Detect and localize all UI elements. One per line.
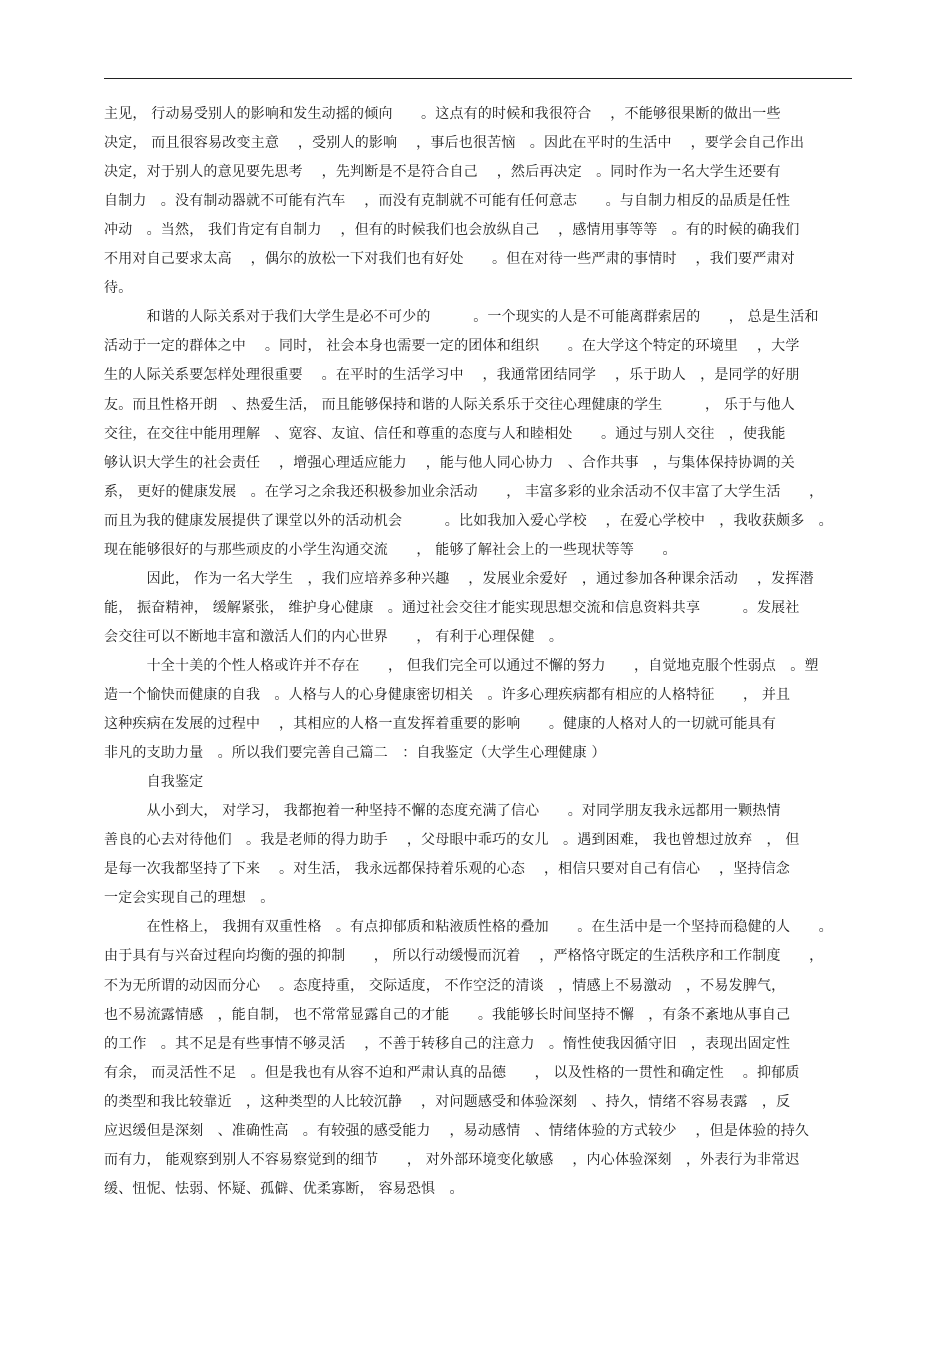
text-line: 系， 更好的健康发展 。在学习之余我还积极参加业余活动 ， 丰富多彩的业余活动不仅丰富了大学生活 ， [104,483,824,500]
text-line: 造一个愉快而健康的自我 。人格与人的心身健康密切相关 。许多心理疾病都有相应的人格特征 ， 并且 [104,687,791,703]
text-line: 不为无所谓的动因而分心 。态度持重， 交际适度， 不作空泛的清谈 ，情感上不易激动 ，不易发脾气， [104,977,786,994]
text-line: 能， 振奋精神， 缓解紧张， 维护身心健康 。通过社会交往才能实现思想交流和信息资料共享 。发展社 [104,599,800,616]
text-line: 主见， 行动易受别人的影响和发生动摇的倾向 。这点有的时候和我很符合 ，不能够很果断的做出一些 [104,106,781,122]
text-line: 善良的心去对待他们 。我是老师的得力助手 ，父母眼中乖巧的女儿 。遇到困难， 我也曾想过放弃 ， 但 [104,832,800,849]
text-line: 也不易流露情感 ，能自制， 也不常常显露自己的才能 。我能够长时间坚持不懈 ，有条不紊地从事自己 [104,1006,791,1023]
text-line: 因此， 作为一名大学生 ，我们应培养多种兴趣 ，发展业余爱好 ，通过参加各种课余活动 ，发挥潜 [104,570,814,587]
text-line: 冲动 。当然， 我们肯定有自制力 ，但有的时候我们也会放纵自己 ，感情用事等等 。有的时候的确我们 [104,222,800,239]
text-line: 决定，对于别人的意见要先思考 ，先判断是不是符合自己 ，然后再决定 。同时作为一名大学生还要有 [104,164,781,181]
text-line: 缓、忸怩、怯弱、怀疑、孤僻、优柔寡断， 容易恐惧 。 [104,1180,464,1197]
text-line: 生的人际关系要怎样处理很重要 。在平时的生活学习中 ，我通常团结同学 ，乐于助人 ，是同学的好朋 [104,367,800,384]
text-line: 而有力， 能观察到别人不容易察觉到的细节 ， 对外部环境变化敏感 ，内心体验深刻 ，外表行为非常迟 [104,1151,800,1168]
text-line: 不用对自己要求太高 ，偶尔的放松一下对我们也有好处 。但在对待一些严肃的事情时 ，我们要严肃对 [104,251,795,268]
text-line: 十全十美的个性人格或许并不存在 ， 但我们完全可以通过不懈的努力 ，自觉地克服个性弱点 。塑 [104,657,819,674]
text-line: 从小到大， 对学习， 我都抱着一种坚持不懈的态度充满了信心 。对同学朋友我永远都用一颗热情 [104,803,781,820]
text-line: 决定， 而且很容易改变主意 ，受别人的影响 ，事后也很苦恼 。因此在平时的生活中 ，要学会自己作出 [104,135,805,152]
text-line: 自我鉴定 [104,774,204,791]
text-line: 够认识大学生的社会责任 ，增强心理适应能力 ，能与他人同心协力 、合作共事 ，与集体保持协调的关 [104,454,795,471]
text-line: 由于具有与兴奋过程向均衡的强的抑制 ， 所以行动缓慢而沉着 ，严格恪守既定的生活秩序和工作制度 ， [104,948,824,965]
text-line: 和谐的人际关系对于我们大学生是必不可少的 。一个现实的人是不可能离群索居的 ， 总是生活和 [104,309,819,326]
text-line: 是每一次我都坚持了下来 。对生活， 我永远都保持着乐观的心态 ，相信只要对自己有信心 ，坚持信念 [104,861,790,878]
text-line: 的类型和我比较靠近 ，这种类型的人比较沉静 ，对问题感受和体验深刻 、持久，情绪不容易表露 ，反 [104,1093,791,1110]
text-line: 的工作 。其不足是有些事情不够灵活 ，不善于转移自己的注意力 。惰性使我因循守旧 ，表现出固定性 [104,1035,791,1052]
text-line: 待。 [104,280,133,297]
text-line: 会交往可以不断地丰富和激活人们的内心世界 ， 有利于心理保健 。 [104,628,564,645]
text-line: 现在能够很好的与那些顽皮的小学生沟通交流 ， 能够了解社会上的一些现状等等 。 [104,541,677,558]
text-line: 自制力 。没有制动器就不可能有汽车 ，而没有克制就不可能有任何意志 。与自制力相反的品质是任性 [104,193,791,210]
text-line: 一定会实现自己的理想 。 [104,890,275,907]
text-line: 交往，在交往中能用理解 、宽容、友谊、信任和尊重的态度与人和睦相处 。通过与别人交往 ，使我能 [104,425,786,442]
text-line: 活动于一定的群体之中 。同时， 社会本身也需要一定的团体和组织 。在大学这个特定的环境里 ，大学 [104,338,800,355]
text-line: 在性格上， 我拥有双重性格 。有点抑郁质和粘液质性格的叠加 。在生活中是一个坚持而稳健的人 。 [104,919,833,936]
text-line: 应迟缓但是深刻 、准确性高 。有较强的感受能力 ，易动感情 、情绪体验的方式较少 ，但是体验的持久 [104,1122,810,1139]
text-line: 这种疾病在发展的过程中 ，其相应的人格一直发挥着重要的影响 。健康的人格对人的一切就可能具有 [104,716,777,733]
text-line: 有余， 而灵活性不足 。但是我也有从容不迫和严肃认真的品德 ， 以及性格的一贯性和确定性 。抑郁质 [104,1064,800,1081]
header-rule [104,78,852,79]
text-line: 而且为我的健康发展提供了课堂以外的活动机会 。比如我加入爱心学校 ，在爱心学校中 ，我收获颇多 。 [104,512,833,529]
text-line: 友。而且性格开朗 、热爱生活， 而且能够保持和谐的人际关系乐于交往心理健康的学生 ， 乐于与他人 [104,396,795,413]
text-line: 非凡的支助力量 。所以我们要完善自己篇二 ：自我鉴定（大学生心理健康 ） [104,745,606,762]
